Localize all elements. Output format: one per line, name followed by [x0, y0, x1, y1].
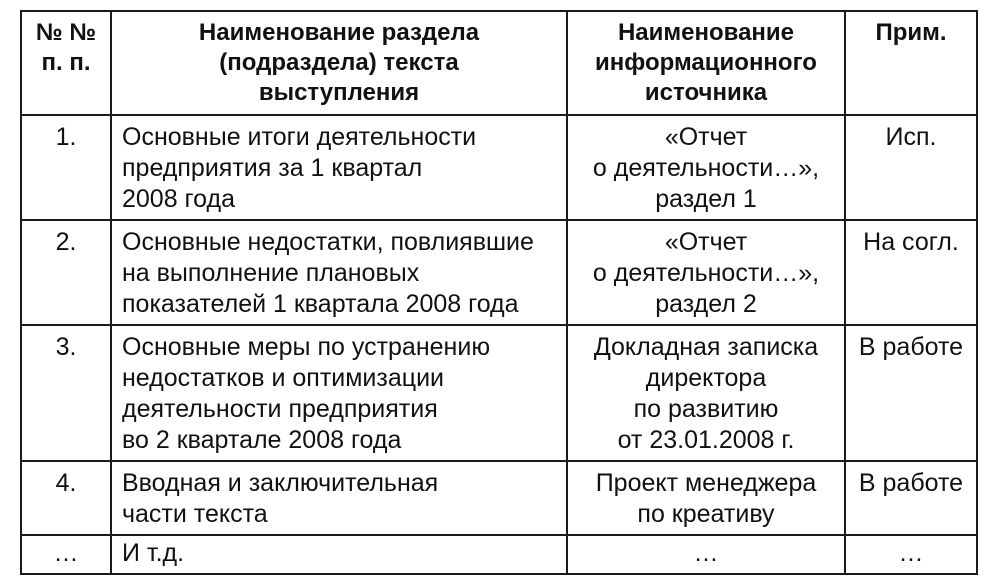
row-note: … [845, 535, 977, 574]
row-section: И т.д. [111, 535, 567, 574]
table-row [21, 325, 977, 461]
row-source: … [567, 535, 845, 574]
row-source: Проект менеджера по креативу [567, 461, 845, 535]
header-row [21, 11, 977, 115]
row-source: Докладная записка директора по развитию от 23.01.2008 г. [567, 325, 845, 461]
row-note: Исп. [845, 115, 977, 220]
row-note: В работе [845, 461, 977, 535]
table-row [21, 220, 977, 325]
row-number: 2. [21, 220, 111, 325]
row-note: На согл. [845, 220, 977, 325]
header-number: № № п. п. [21, 11, 111, 115]
row-source: «Отчет о деятельности…», раздел 2 [567, 220, 845, 325]
header-section-name: Наименование раздела (подраздела) текста выступления [111, 11, 567, 115]
table-row [21, 115, 977, 220]
header-note: Прим. [845, 11, 977, 115]
row-section: Основные итоги деятельности предприятия за 1 квартал 2008 года [111, 115, 567, 220]
row-number: … [21, 535, 111, 574]
table-row [21, 535, 977, 574]
row-number: 4. [21, 461, 111, 535]
header-source-name: Наименование информационного источника [567, 11, 845, 115]
row-number: 1. [21, 115, 111, 220]
row-source: «Отчет о деятельности…», раздел 1 [567, 115, 845, 220]
row-section: Вводная и заключительная части текста [111, 461, 567, 535]
row-number: 3. [21, 325, 111, 461]
table-row [21, 461, 977, 535]
row-section: Основные меры по устранению недостатков и оптимизации деятельности предприятия во 2 квартале 2008 года [111, 325, 567, 461]
row-section: Основные недостатки, повлиявшие на выполнение плановых показателей 1 квартала 2008 года [111, 220, 567, 325]
row-note: В работе [845, 325, 977, 461]
document-table [20, 10, 978, 575]
